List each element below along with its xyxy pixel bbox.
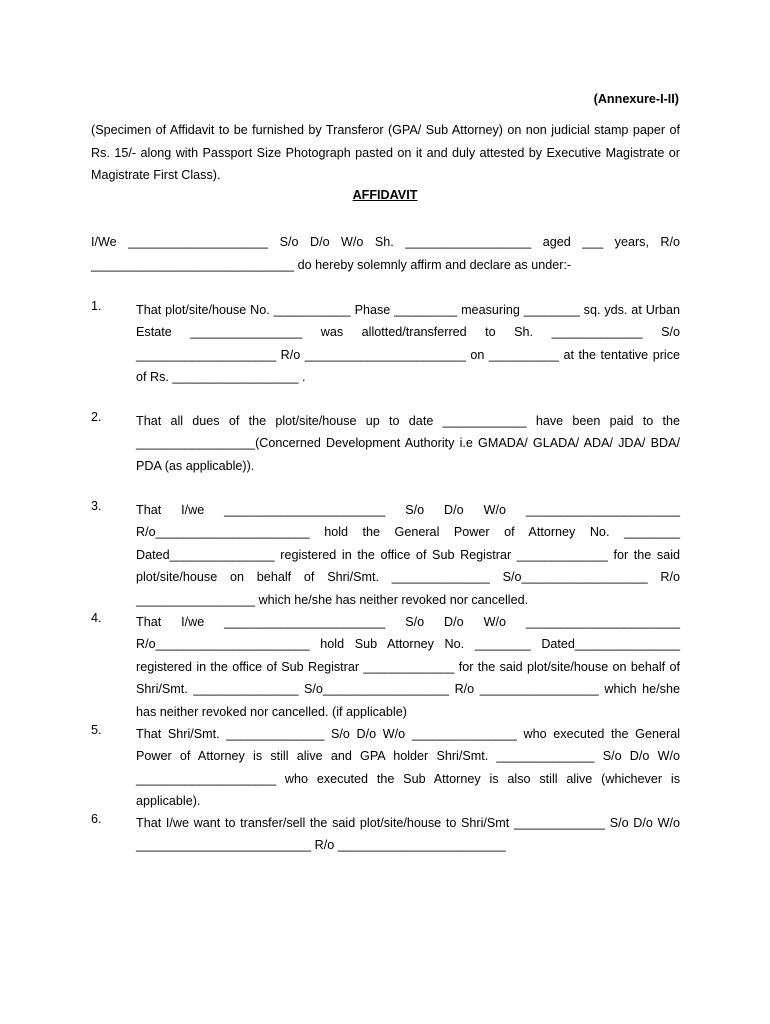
clause-number: 2. [91, 410, 102, 424]
clause-text: That I/we _______________________ S/o D/o W/o ______________________ R/o______________________ hold Sub Attorney No. ________ Dated_______________ registered in the office of Sub Registrar _____________ for the said plot/site/house on behalf of Shri/Smt. _______________ S/o__________________ R/o _________________ which he/she has neither revoked nor cancelled. (if applicable) [136, 615, 684, 719]
clause-1 [91, 299, 684, 389]
clause-text: That Shri/Smt. ______________ S/o D/o W/o _______________ who executed the General Power of Attorney is still alive and GPA holder Shri/Smt. ______________ S/o D/o W/o ____________________ who executed the Sub Attorney is also still alive (whichever is applicable). [136, 727, 684, 809]
clause-2 [91, 410, 684, 477]
annexure-label: (Annexure-I-II) [593, 92, 679, 106]
document-title: AFFIDAVIT [352, 188, 418, 202]
clause-4 [91, 611, 684, 723]
specimen-note: (Specimen of Affidavit to be furnished by Transferor (GPA/ Sub Attorney) on non judicial stamp paper of Rs. 15/- along with Passport Size Photograph pasted on it and duly attested by Executive Magistrate or Magistrate First Class). [91, 123, 680, 183]
clause-5 [91, 723, 684, 813]
intro-line-1: I/We ____________________ S/o D/o W/o Sh. __________________ aged ___ years, R/o [91, 235, 680, 249]
clause-number: 1. [91, 299, 102, 313]
clause-number: 3. [91, 499, 102, 513]
clause-number: 4. [91, 611, 102, 625]
clause-text: That plot/site/house No. ___________ Phase _________ measuring ________ sq. yds. at Urban Estate ________________ was allotted/transferred to Sh. _____________ S/o ____________________ R/o _______________________ on __________ at the tentative price of Rs. __________________ . [136, 303, 684, 385]
clause-text: That I/we want to transfer/sell the said plot/site/house to Shri/Smt _____________ S/o D/o W/o _________________________ R/o ________________________ [136, 816, 684, 853]
clause-number: 5. [91, 723, 102, 737]
clause-text: That all dues of the plot/site/house up to date ____________ have been paid to the _________________(Concerned Development Authority i.e GMADA/ GLADA/ ADA/ JDA/ BDA/ PDA (as applicable)). [136, 414, 684, 473]
clause-3 [91, 499, 684, 611]
clause-text: That I/we _______________________ S/o D/o W/o ______________________ R/o______________________ hold the General Power of Attorney No. ________ Dated_______________ registered in the office of Sub Registrar _____________ for the said plot/site/house on behalf of Shri/Smt. ______________ S/o__________________ R/o _________________ which he/she has neither revoked nor cancelled. [136, 503, 684, 607]
clause-6 [91, 812, 684, 857]
intro-paragraph [91, 231, 680, 276]
clause-number: 6. [91, 812, 102, 826]
intro-line-2: _____________________________ do hereby solemnly affirm and declare as under:- [91, 257, 572, 272]
